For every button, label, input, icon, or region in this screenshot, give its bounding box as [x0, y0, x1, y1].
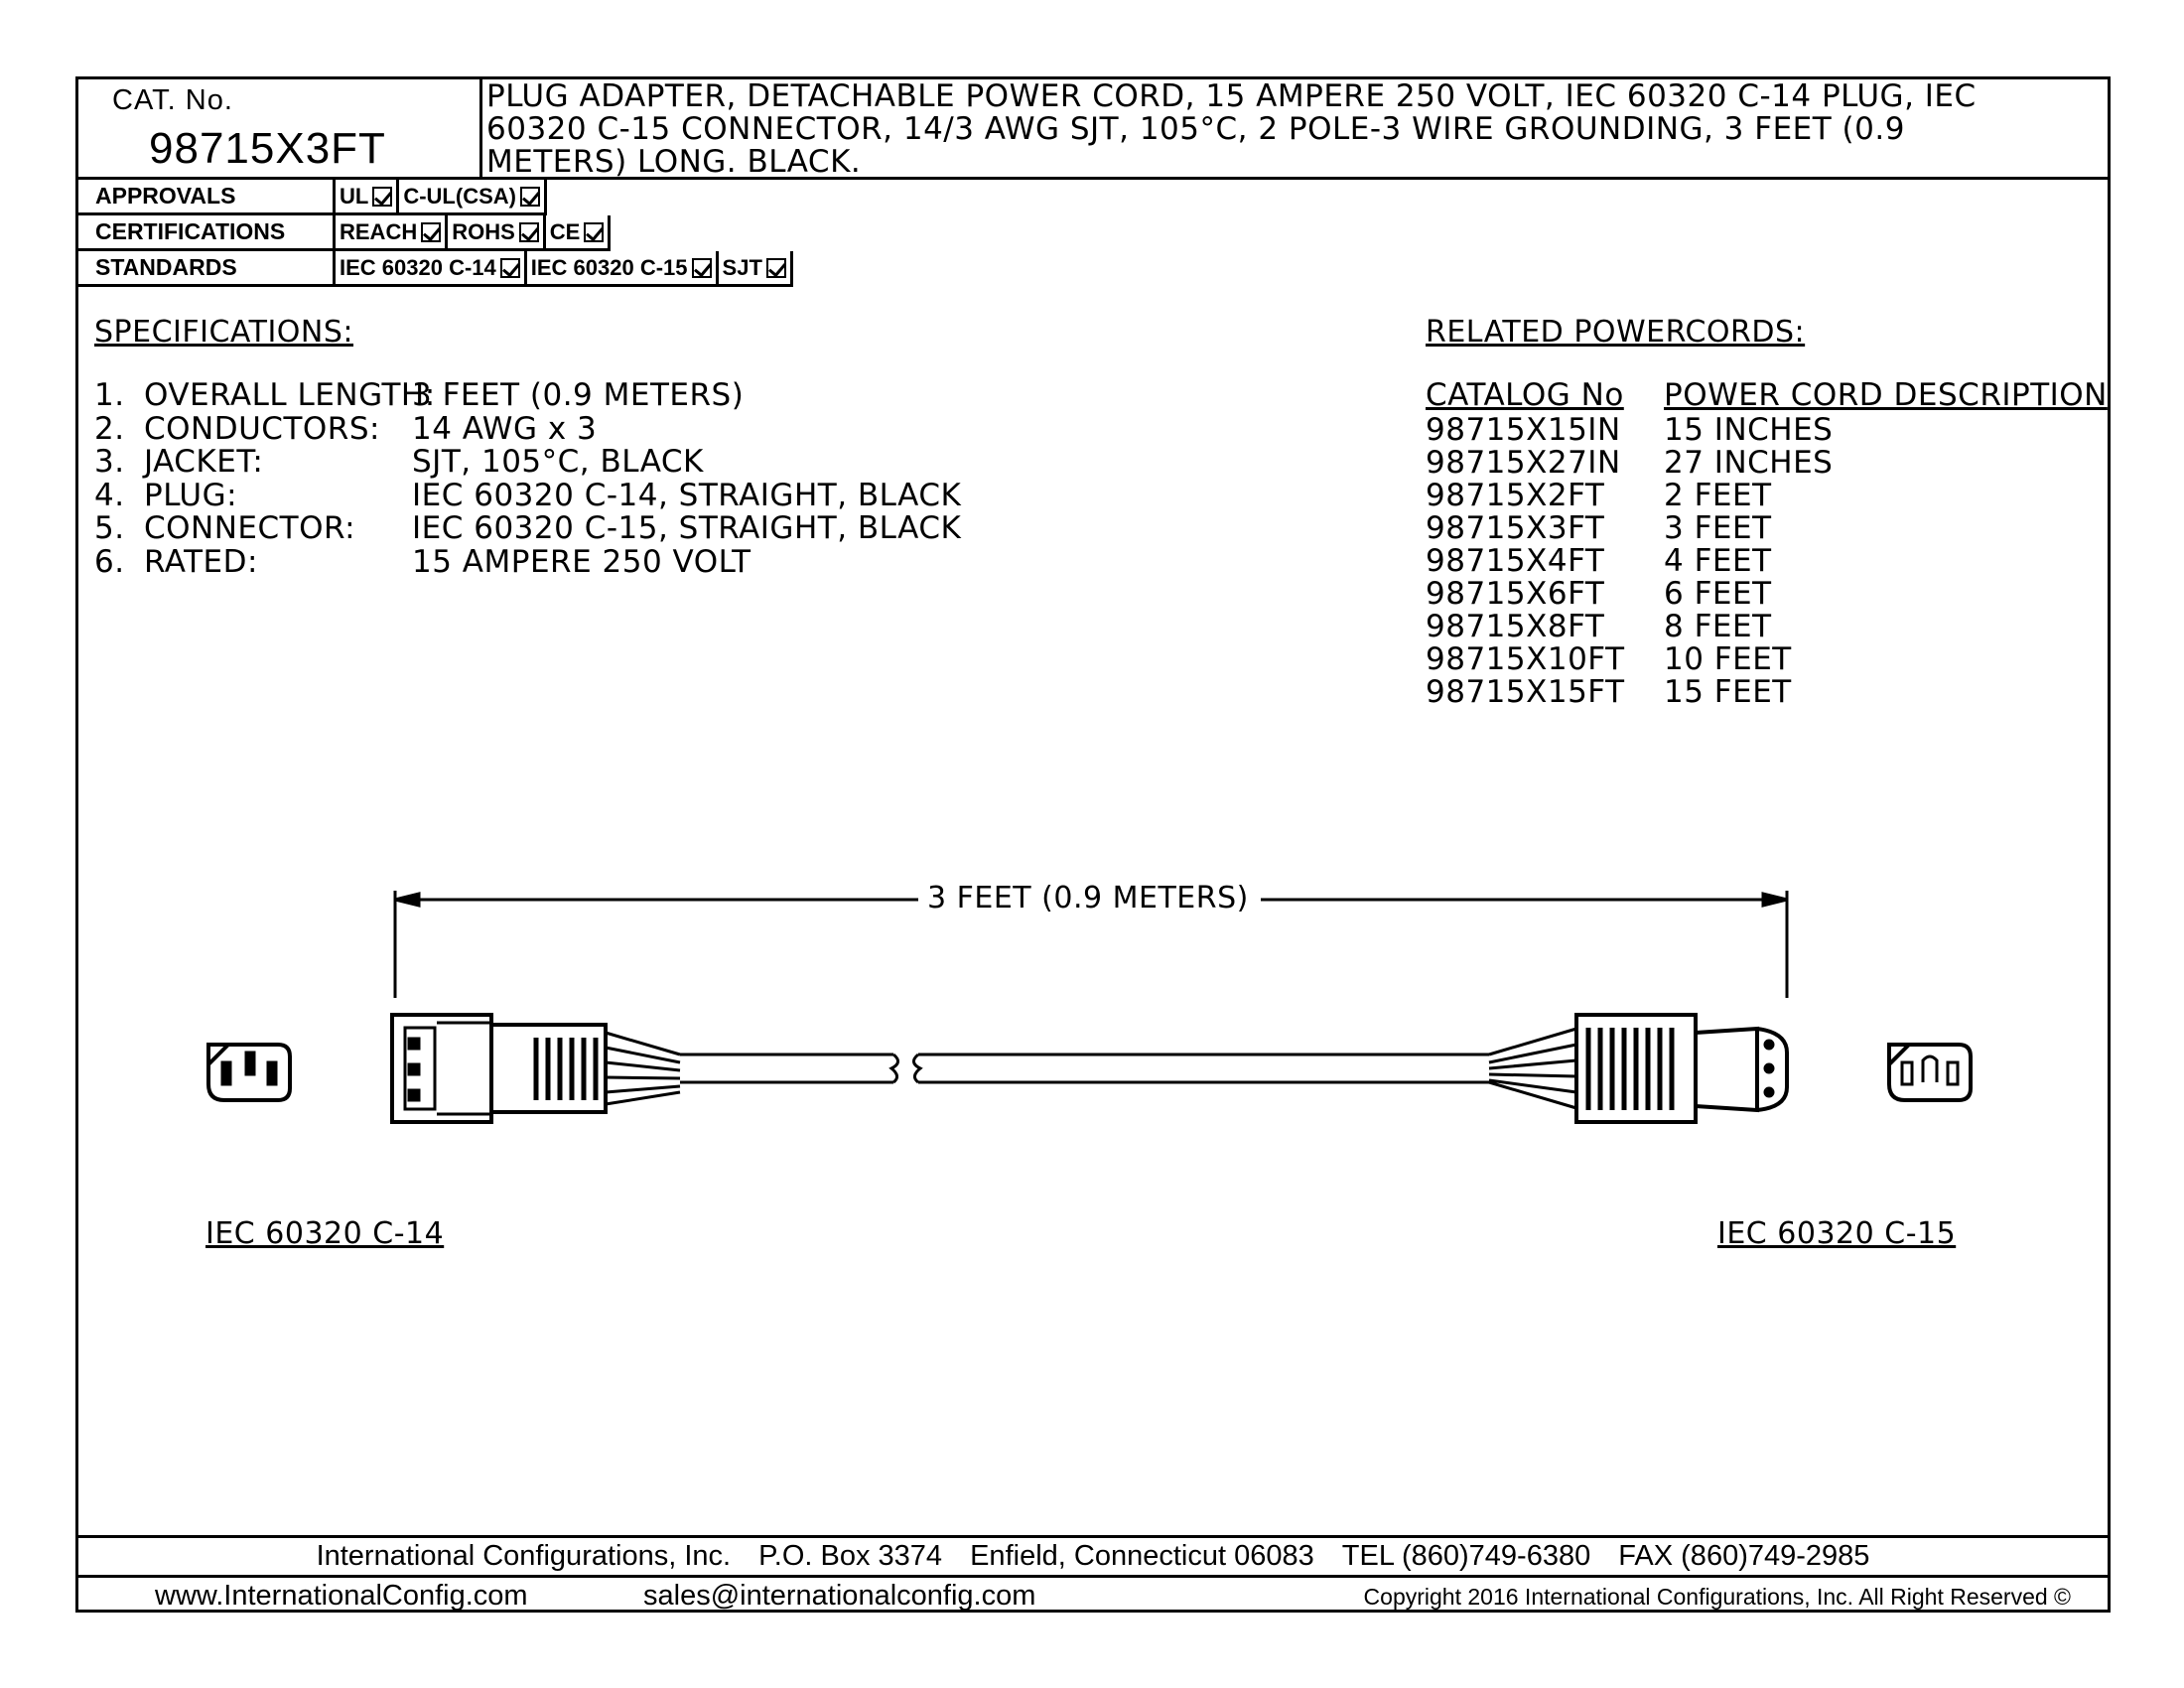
catalog-number: 98715X3FT [149, 124, 386, 173]
spec-value: 3 FEET (0.9 METERS) [412, 377, 745, 413]
product-description: PLUG ADAPTER, DETACHABLE POWER CORD, 15 AMPERE 250 VOLT, IEC 60320 C-14 PLUG, IEC 60320 C-15 CONNECTOR, 14/3 AWG SJT, 105°C, 2 POLE-3 WIRE GROUNDING, 3 FEET (0.9 METERS) LONG. BLACK. [486, 78, 1977, 180]
std-c14-label: IEC 60320 C-14 [340, 255, 496, 280]
catalog-cell: 98715X27IN [1426, 445, 1621, 481]
dimension-arrow-left-icon [395, 894, 419, 906]
catalog-cell: 98715X15FT [1426, 674, 1625, 710]
catalog-column-header: CATALOG No [1426, 377, 1624, 413]
catalog-cell: 98715X6FT [1426, 576, 1605, 612]
city: Enfield, Connecticut 06083 [970, 1540, 1314, 1572]
spec-number: 5. [94, 510, 125, 546]
description-cell: 27 INCHES [1664, 445, 1834, 481]
cert-reach-label: REACH [340, 219, 418, 244]
specifications-heading: SPECIFICATIONS: [94, 315, 354, 350]
description-cell: 2 FEET [1664, 478, 1772, 513]
std-sjt-label: SJT [722, 255, 762, 280]
spec-key: PLUG: [144, 477, 238, 513]
spec-number: 2. [94, 410, 125, 447]
description-cell: 4 FEET [1664, 543, 1772, 579]
spec-number: 4. [94, 477, 125, 513]
spec-key: JACKET: [144, 444, 264, 480]
fax: FAX (860)749-2985 [1618, 1540, 1870, 1572]
catalog-label: CAT. No. [112, 84, 233, 116]
c15-connector-icon [1489, 1015, 1787, 1122]
std-c15-label: IEC 60320 C-15 [530, 255, 688, 280]
spec-key: CONDUCTORS: [144, 410, 380, 447]
catalog-cell: 98715X2FT [1426, 478, 1605, 513]
approvals-label: APPROVALS [75, 180, 336, 215]
catalog-cell: 98715X10FT [1426, 641, 1625, 677]
approval-cul-label: C-UL(CSA) [403, 184, 516, 209]
spec-number: 6. [94, 543, 125, 580]
dimension-arrow-right-icon [1763, 894, 1787, 906]
catalog-cell: 98715X3FT [1426, 510, 1605, 546]
approval-ul-label: UL [340, 184, 369, 209]
footer-contact-line [75, 1575, 2111, 1613]
standards-label: STANDARDS [75, 251, 336, 287]
cert-ce-label: CE [549, 219, 581, 244]
description-cell: 15 FEET [1664, 674, 1792, 710]
spec-key: OVERALL LENGTH: [144, 377, 436, 413]
website-link[interactable]: www.InternationalConfig.com [155, 1580, 528, 1612]
cord-icon [680, 1055, 1489, 1082]
dimension-label: 3 FEET (0.9 METERS) [927, 881, 1249, 915]
spec-value: SJT, 105°C, BLACK [412, 444, 704, 480]
spec-number: 3. [94, 444, 125, 480]
spec-key: RATED: [144, 543, 258, 580]
description-cell: 8 FEET [1664, 609, 1772, 644]
certifications-label: CERTIFICATIONS [75, 215, 336, 251]
spec-key: CONNECTOR: [144, 510, 356, 546]
spec-value: IEC 60320 C-15, STRAIGHT, BLACK [412, 510, 962, 546]
left-connector-label: IEC 60320 C-14 [205, 1216, 445, 1251]
telephone: TEL (860)749-6380 [1341, 1540, 1591, 1572]
po-box: P.O. Box 3374 [758, 1540, 943, 1572]
email-link[interactable]: sales@internationalconfig.com [643, 1580, 1036, 1612]
c15-connector-face-icon [1889, 1045, 1971, 1100]
spec-value: 14 AWG x 3 [412, 410, 598, 447]
copyright: Copyright 2016 International Configurations, Inc. All Right Reserved © [1363, 1584, 2071, 1610]
spec-number: 1. [94, 377, 125, 413]
description-cell: 3 FEET [1664, 510, 1772, 546]
spec-value: IEC 60320 C-14, STRAIGHT, BLACK [412, 477, 962, 513]
right-connector-label: IEC 60320 C-15 [1717, 1216, 1957, 1251]
description-cell: 10 FEET [1664, 641, 1792, 677]
c14-inlet-face-icon [208, 1045, 290, 1100]
c14-plug-icon [392, 1015, 680, 1122]
company-name: International Configurations, Inc. [316, 1540, 732, 1572]
footer-address-line [75, 1535, 2111, 1575]
description-column-header: POWER CORD DESCRIPTION [1664, 377, 2108, 413]
catalog-cell: 98715X8FT [1426, 609, 1605, 644]
related-heading: RELATED POWERCORDS: [1426, 315, 1806, 350]
description-cell: 6 FEET [1664, 576, 1772, 612]
catalog-cell: 98715X4FT [1426, 543, 1605, 579]
spec-value: 15 AMPERE 250 VOLT [412, 543, 751, 580]
description-cell: 15 INCHES [1664, 412, 1834, 448]
catalog-cell: 98715X15IN [1426, 412, 1621, 448]
cert-rohs-label: ROHS [452, 219, 515, 244]
